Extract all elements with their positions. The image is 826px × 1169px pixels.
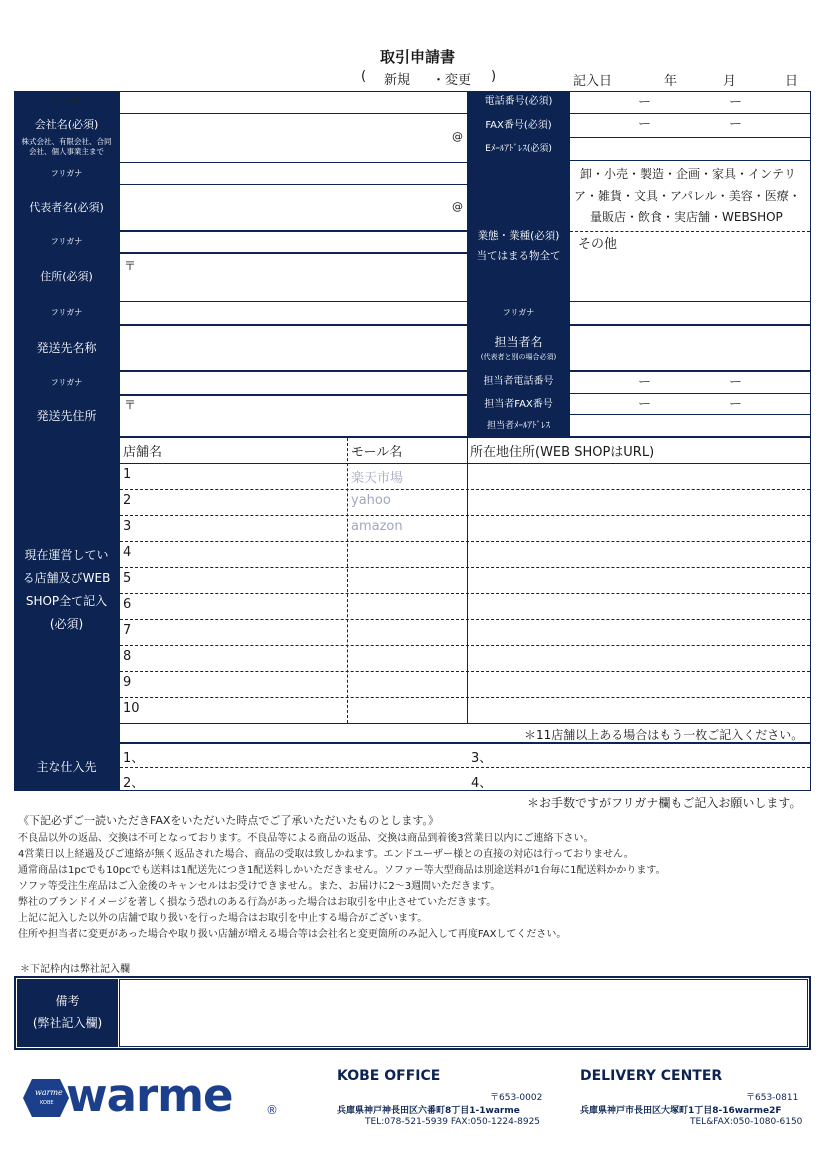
dc-address: 兵庫県神戸市長田区大塚町1丁目8-16warme2F — [580, 1106, 782, 1116]
rep-name-field[interactable] — [120, 185, 467, 230]
fax-field[interactable] — [570, 114, 810, 137]
type-change[interactable]: ・変更 — [432, 73, 472, 88]
business-other[interactable]: その他 — [578, 237, 618, 252]
company-name-field[interactable] — [120, 114, 467, 162]
contact-label-note: (代表者と別の場合必須) — [480, 352, 557, 361]
ship-addr-field[interactable] — [120, 396, 467, 436]
furigana-company-label: フリガナ — [14, 91, 119, 113]
supplier-3[interactable]: 3、 — [471, 751, 493, 766]
terms-line: 通常商品は1pcでも10pcでも送料は1配送先につき1配送料しかいただきません。ソファー等大型商品は別途送料が1台毎に1配送料かかります。 — [18, 865, 666, 876]
store-row-number: 10 — [123, 701, 140, 716]
ship-addr-label: 発送先住所 — [14, 395, 119, 437]
contact-email-field[interactable] — [570, 415, 810, 436]
store-row-number: 6 — [123, 597, 132, 612]
company-furigana-field[interactable] — [120, 92, 467, 113]
store-row-line — [120, 567, 810, 568]
type-open: ( — [361, 69, 367, 84]
remarks-label-2: (弊社記入欄) — [32, 1016, 103, 1030]
date-label: 記入日 — [573, 74, 613, 89]
store-row-line — [120, 619, 810, 620]
store-row-line — [120, 593, 810, 594]
date-year: 年 — [664, 74, 678, 89]
page-title: 取引申請書 — [380, 48, 456, 66]
remarks-label-1: 備考 — [55, 994, 80, 1009]
contact-phone-dash-1: ー — [638, 375, 652, 390]
contact-label-text: 担当者名 — [494, 334, 543, 349]
store-row-number: 7 — [123, 623, 132, 638]
date-month: 月 — [723, 74, 737, 89]
date-day: 日 — [785, 74, 799, 89]
store-row-number: 5 — [123, 571, 132, 586]
phone-field[interactable] — [570, 92, 810, 113]
store-row-number: 4 — [123, 545, 132, 560]
email-label: Eﾒｰﾙｱﾄﾞﾚｽ(必須) — [468, 138, 569, 161]
contact-fax-dash-1: ー — [638, 397, 652, 412]
furigana-rep-label: フリガナ — [14, 163, 119, 185]
at-mark-company: @ — [452, 130, 463, 143]
type-close: ) — [491, 69, 497, 84]
remarks-label — [17, 979, 118, 1047]
terms-line: 上記に記入した以外の店舗で取り扱いを行った場合はお取引を中止する場合がございます。 — [18, 913, 428, 924]
contact-phone-dash-2: ー — [729, 375, 743, 390]
contact-fax-label: 担当者FAX番号 — [468, 394, 569, 415]
col-url-header: 所在地住所(WEB SHOPはURL) — [470, 445, 655, 460]
phone-dash-1: ー — [638, 95, 652, 110]
logo-small-kobe: KOBE — [40, 1100, 54, 1106]
supplier-4[interactable]: 4、 — [471, 776, 493, 791]
store-row-line — [120, 489, 810, 490]
address-field[interactable] — [120, 254, 467, 301]
store-row-mall[interactable]: 楽天市場 — [351, 471, 404, 486]
store-row-number: 9 — [123, 675, 132, 690]
contact-email-label: 担当者ﾒｰﾙｱﾄﾞﾚｽ — [468, 415, 569, 437]
supplier-2[interactable]: 2、 — [123, 776, 145, 791]
ship-furigana-field[interactable] — [120, 302, 467, 324]
rep-furigana-field[interactable] — [120, 163, 467, 184]
store-row-mall[interactable]: amazon — [351, 519, 403, 534]
company-label-text: 会社名(必須) — [34, 118, 99, 132]
furigana-note: ＊お手数ですがフリガナ欄もご記入お願いします。 — [527, 796, 802, 810]
contact-fax-field[interactable] — [570, 394, 810, 414]
company-label-note: 株式会社、有限会社、合同会社、個人事業主まで — [21, 137, 112, 157]
rep-label: 代表者名(必須) — [14, 185, 119, 231]
stores-label: 現在運営している店舗及びWEB SHOP全て記入(必須) — [14, 437, 119, 743]
business-options-line2: ア・雑貨・文具・アパレル・美容・医療・ — [574, 189, 801, 203]
col-divider-1 — [347, 438, 348, 723]
store-row-mall[interactable]: yahoo — [351, 493, 391, 508]
contact-furigana-field[interactable] — [570, 302, 810, 324]
more-stores-note: ＊11店舗以上ある場合はもう一枚ご記入ください。 — [524, 728, 804, 742]
remarks-field[interactable] — [119, 979, 808, 1047]
store-row-number: 8 — [123, 649, 132, 664]
phone-label: 電話番号(必須) — [468, 91, 569, 113]
email-field[interactable] — [570, 138, 810, 160]
suppliers-divider-h — [120, 767, 810, 768]
supplier-1[interactable]: 1、 — [123, 751, 145, 766]
business-options-line1: 卸・小売・製造・企画・家具・インテリ — [580, 167, 797, 181]
terms-line: 弊社のブランドイメージを著しく損なう恐れのある行為があった場合はお取引を中止させていただきます。 — [18, 897, 497, 908]
fax-dash-1: ー — [638, 117, 652, 132]
contact-fax-dash-2: ー — [729, 397, 743, 412]
header-row-line — [120, 463, 810, 464]
delivery-center-title: DELIVERY CENTER — [580, 1068, 723, 1084]
business-divider — [570, 231, 810, 232]
contact-furigana-label: フリガナ — [468, 301, 569, 325]
fax-label: FAX番号(必須) — [468, 114, 569, 138]
terms-line: 不良品以外の返品、交換は不可となっております。不良品等による商品の返品、交換は商品到着後3営業日以内にご連絡下さい。 — [18, 833, 594, 844]
contact-name-field[interactable] — [570, 326, 810, 370]
terms-line: ソファ等受注生産品はご入金後のキャンセルはお受けできません。また、お届けに2～3週間いただきます。 — [18, 881, 501, 892]
col-divider-2 — [467, 438, 468, 723]
logo-reg: ® — [266, 1103, 278, 1117]
store-row-line — [120, 645, 810, 646]
dc-zip: 〒653-0811 — [746, 1093, 799, 1103]
furigana-ship-label: フリガナ — [14, 301, 119, 325]
fax-dash-2: ー — [729, 117, 743, 132]
col-store-header: 店舗名 — [123, 445, 163, 460]
dc-tel: TEL&FAX:050-1080-6150 — [690, 1117, 803, 1127]
ship-name-field[interactable] — [120, 326, 467, 370]
kobe-address: 兵庫県神戸神長田区六番町8丁目1-1warme — [337, 1106, 520, 1116]
ship-name-label: 発送先名称 — [14, 325, 119, 371]
furigana-address-label: フリガナ — [14, 231, 119, 253]
contact-label — [468, 325, 569, 371]
business-label-text: 業態・業種(必須) — [477, 229, 560, 242]
store-row-number: 2 — [123, 493, 132, 508]
business-label — [468, 161, 569, 301]
terms-line: 《下記必ずご一読いただきFAXをいただいた時点でご了承いただいたものとします。》 — [18, 814, 439, 827]
phone-dash-2: ー — [729, 95, 743, 110]
kobe-tel: TEL:078-521-5939 FAX:050-1224-8925 — [365, 1117, 541, 1127]
postal-mark-ship: 〒 — [124, 398, 137, 412]
ship-addr-furigana-field[interactable] — [120, 372, 467, 394]
suppliers-label: 主な仕入先 — [14, 743, 119, 791]
logo-text: warme — [66, 1069, 233, 1122]
store-row-line — [120, 541, 810, 542]
furigana-ship-addr-label: フリガナ — [14, 371, 119, 395]
logo-hexagon-icon — [22, 1077, 70, 1119]
store-row-line — [120, 697, 810, 698]
store-row-number: 1 — [123, 467, 132, 482]
logo-small-text: warme — [35, 1088, 63, 1097]
store-row-number: 3 — [123, 519, 132, 534]
office-use-note: ＊下記枠内は弊社記入欄 — [20, 964, 130, 975]
terms-line: 住所や担当者に変更があった場合や取り扱い店舗が増える場合等は会社名と変更箇所のみ記入して再度FAXしてください。 — [18, 929, 567, 940]
at-mark-rep: @ — [452, 200, 463, 213]
contact-phone-field[interactable] — [570, 372, 810, 393]
store-row-line — [120, 515, 810, 516]
business-options-line3: 量販店・飲食・実店舗・WEBSHOP — [590, 210, 783, 224]
type-new[interactable]: 新規 — [384, 73, 411, 88]
kobe-zip: 〒653-0002 — [490, 1093, 543, 1103]
address-furigana-field[interactable] — [120, 232, 467, 252]
rows-end-line — [120, 723, 810, 724]
col-mall-header: モール名 — [351, 445, 403, 460]
company-label — [14, 113, 119, 163]
business-label-sub: 当てはまる物全て — [476, 250, 561, 262]
postal-mark-address: 〒 — [124, 259, 137, 273]
terms-line: 4営業日以上経過及びご連絡が無く返品された場合、商品の受取は致しかねます。エンドユーザー様との直接の対応は行っておりません。 — [18, 849, 634, 860]
address-label: 住所(必須) — [14, 253, 119, 301]
kobe-office-title: KOBE OFFICE — [337, 1068, 441, 1084]
contact-phone-label: 担当者電話番号 — [468, 371, 569, 393]
store-row-line — [120, 671, 810, 672]
